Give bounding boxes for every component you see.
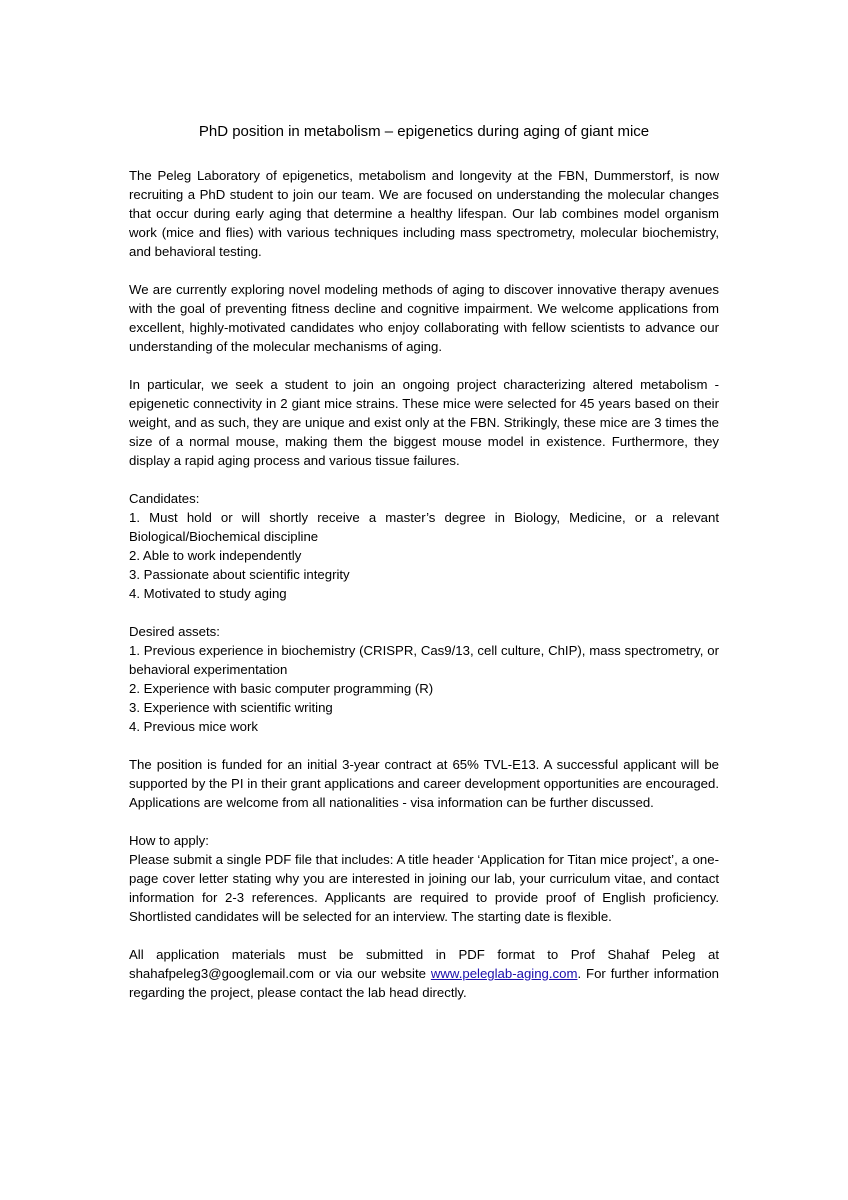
website-link[interactable]: www.peleglab-aging.com [430,966,578,981]
candidates-heading: Candidates: [129,491,200,506]
page-title: PhD position in metabolism – epigenetics during aging of giant mice [198,123,650,140]
list-item: 4. Previous mice work [129,719,258,734]
assets-heading: Desired assets: [129,624,220,639]
list-item: 2. Experience with basic computer programming (R) [129,681,434,696]
project-paragraph: In particular, we seek a student to join an ongoing project characterizing altered metabolism - epigenetic connectivity in 2 giant mice strains. These mice were selected for 45 years based on their weight, and as such, they are unique and exist only at the FBN. Strikingly, these mice are 3 times the size of a normal mouse, making them the biggest mouse model in existence. Furthermore, they display a rapid aging process and various tissue failures. [129,377,719,468]
closing-text-before: All application materials must be submitted in PDF format to Prof Shahaf Peleg at shahafpeleg3@googlemail.com or via our website [129,947,719,981]
research-paragraph: We are currently exploring novel modeling methods of aging to discover innovative therapy avenues with the goal of preventing fitness decline and cognitive impairment. We welcome applications from excellent, highly-motivated candidates who enjoy collaborating with fellow scientists to advance our understanding of the molecular mechanisms of aging. [129,282,719,354]
assets-list [129,641,719,736]
closing-text-after: . For further information regarding the project, please contact the lab head directly. [129,966,719,1000]
document-body [129,122,719,1021]
list-item: 1. Must hold or will shortly receive a master’s degree in Biology, Medicine, or a relevant Biological/Biochemical discipline [129,510,719,544]
apply-heading: How to apply: [129,833,209,848]
list-item: 2. Able to work independently [129,548,302,563]
list-item: 4. Motivated to study aging [129,586,287,601]
list-item: 3. Passionate about scientific integrity [129,567,350,582]
apply-paragraph: Please submit a single PDF file that includes: A title header ‘Application for Titan mice project’, a one-page cover letter stating why you are interested in joining our lab, your curriculum vitae, and contact information for 2-3 references. Applicants are required to provide proof of English proficiency. Shortlisted candidates will be selected for an interview. The starting date is flexible. [129,852,719,924]
closing-paragraph [129,945,719,1002]
list-item: 3. Experience with scientific writing [129,700,333,715]
list-item: 1. Previous experience in biochemistry (CRISPR, Cas9/13, cell culture, ChIP), mass spectrometry, or behavioral experimentation [129,643,719,677]
funding-paragraph: The position is funded for an initial 3-year contract at 65% TVL-E13. A successful applicant will be supported by the PI in their grant applications and career development opportunities are encouraged. Applications are welcome from all nationalities - visa information can be further discussed. [129,757,719,810]
intro-paragraph: The Peleg Laboratory of epigenetics, metabolism and longevity at the FBN, Dummerstorf, is now recruiting a PhD student to join our team. We are focused on understanding the molecular changes that occur during early aging that determine a healthy lifespan. Our lab combines model organism work (mice and flies) with various techniques including mass spectrometry, molecular biochemistry, and behavioral testing. [129,168,719,259]
candidates-list [129,508,719,603]
